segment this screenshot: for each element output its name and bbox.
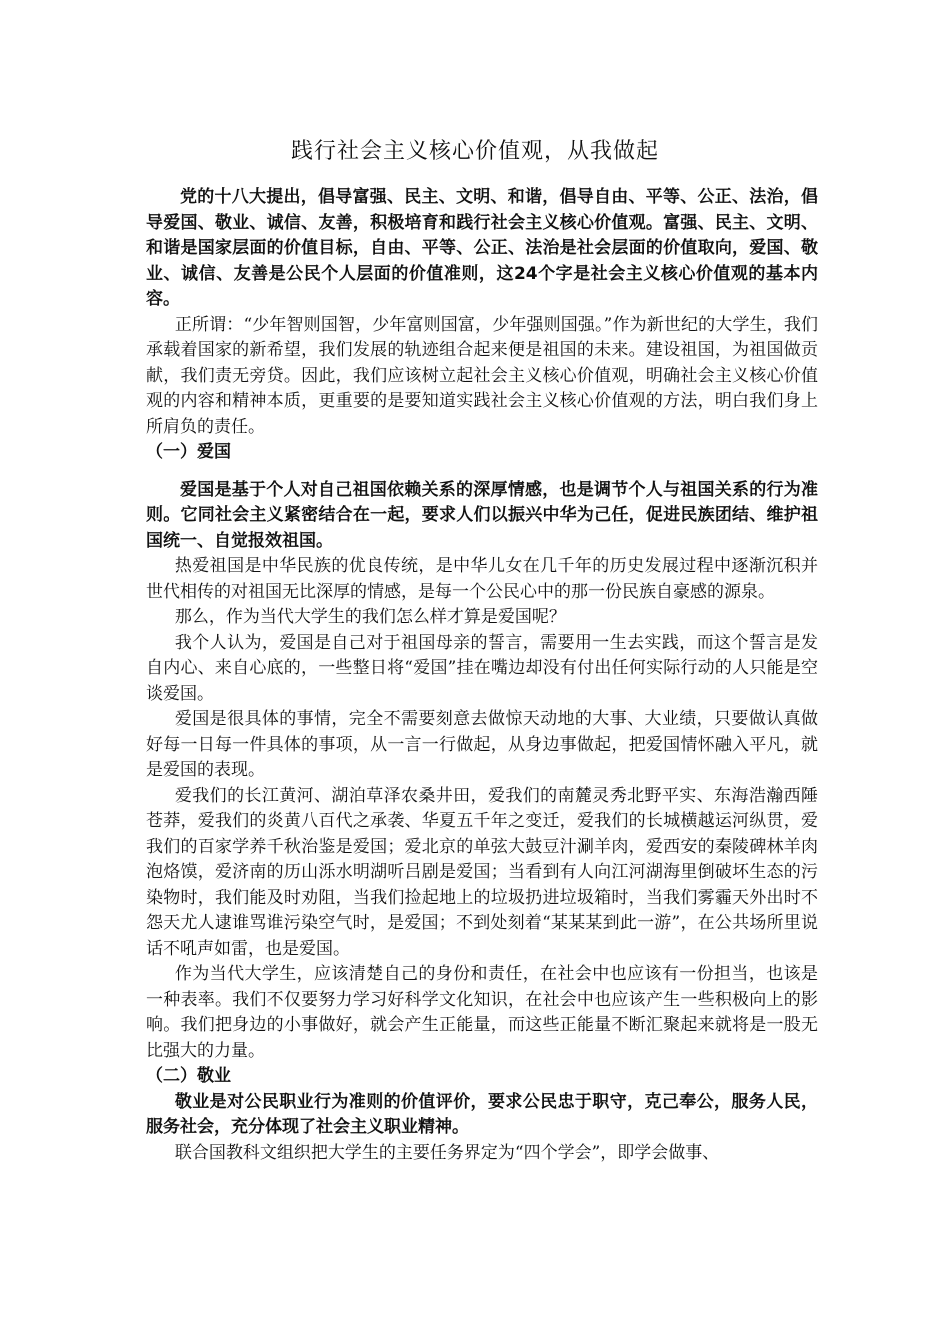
section1-paragraph-4: 爱国是很具体的事情，完全不需要刻意去做惊天动地的大事、大业绩，只要做认真做好每一日每一件具体的事项，从一言一行做起，从身边事做起，把爱国情怀融入平凡，就是爱国的表现。 <box>146 709 818 780</box>
document-title: 践行社会主义核心价值观，从我做起 <box>290 139 659 164</box>
section-heading-dedication: （二）敬业 <box>146 1066 231 1086</box>
section1-paragraph-3: 我个人认为，爱国是自己对于祖国母亲的誓言，需要用一生去实践，而这个誓言是发自内心、来自心底的，一些整日将“爱国”挂在嘴边却没有付出任何实际行动的人只能是空谈爱国。 <box>146 632 818 704</box>
section-heading-patriotism: （一）爱国 <box>146 442 231 462</box>
section2-paragraph-1: 联合国教科文组织把大学生的主要任务界定为“四个学会”，即学会做事、 <box>174 1142 720 1163</box>
section1-bold-paragraph: 爱国是基于个人对自己祖国依赖关系的深厚情感，也是调节个人与祖国关系的行为准则。它同社会主义紧密结合在一起，要求人们以振兴中华为己任，促进民族团结、维护祖国统一、自觉报效祖国。 <box>146 479 818 551</box>
document-body <box>146 185 818 1166</box>
section1-paragraph-6: 作为当代大学生，应该清楚自己的身份和责任，在社会中也应该有一份担当，也该是一种表率。我们不仅要努力学习好科学文化知识，在社会中也应该产生一些积极向上的影响。我们把身边的小事做好，就会产生正能量，而这些正能量不断汇聚起来就将是一股无比强大的力量。 <box>146 964 818 1061</box>
section1-paragraph-1: 热爱祖国是中华民族的优良传统，是中华儿女在几千年的历史发展过程中逐渐沉积并世代相传的对祖国无比深厚的情感，是每一个公民心中的那一份民族自豪感的源泉。 <box>146 556 818 602</box>
intro-paragraph: 正所谓：“少年智则国智，少年富则国富，少年强则国强。”作为新世纪的大学生，我们承载着国家的新希望，我们发展的轨迹组合起来便是祖国的未来。建设祖国，为祖国做贡献，我们责无旁贷。因此，我们应该树立起社会主义核心价值观，明确社会主义核心价值观的内容和精神本质，更重要的是要知道实践社会主义核心价值观的方法，明白我们身上所肩负的责任。 <box>146 314 818 437</box>
section2-bold-paragraph: 敬业是对公民职业行为准则的价值评价，要求公民忠于职守，克己奉公，服务人民，服务社会，充分体现了社会主义职业精神。 <box>146 1091 818 1137</box>
section1-paragraph-5: 爱我们的长江黄河、湖泊草泽农桑井田，爱我们的南麓灵秀北野平实、东海浩瀚西陲苍莽，爱我们的炎黄八百代之承袭、华夏五千年之变迁，爱我们的长城横越运河纵贯，爱我们的百家学养千秋治鉴是爱国；爱北京的单弦大鼓豆汁涮羊肉，爱西安的秦陵碑林羊肉泡烙馍，爱济南的历山泺水明湖听吕剧是爱国；当看到有人向江河湖海里倒破坏生态的污染物时，我们能及时劝阻，当我们捡起地上的垃圾扔进垃圾箱时，当我们雾霾天外出时不怨天尤人逮谁骂谁污染空气时，是爱国；不到处刻着“某某某到此一游”，在公共场所里说话不吼声如雷，也是爱国。 <box>146 785 818 959</box>
intro-bold-paragraph: 党的十八大提出，倡导富强、民主、文明、和谐，倡导自由、平等、公正、法治，倡导爱国、敬业、诚信、友善，积极培育和践行社会主义核心价值观。富强、民主、文明、和谐是国家层面的价值目标，自由、平等、公正、法治是社会层面的价值取向，爱国、敬业、诚信、友善是公民个人层面的价值准则，这24个字是社会主义核心价值观的基本内容。 <box>146 187 818 309</box>
section1-paragraph-2: 那么，作为当代大学生的我们怎么样才算是爱国呢？ <box>174 607 566 627</box>
